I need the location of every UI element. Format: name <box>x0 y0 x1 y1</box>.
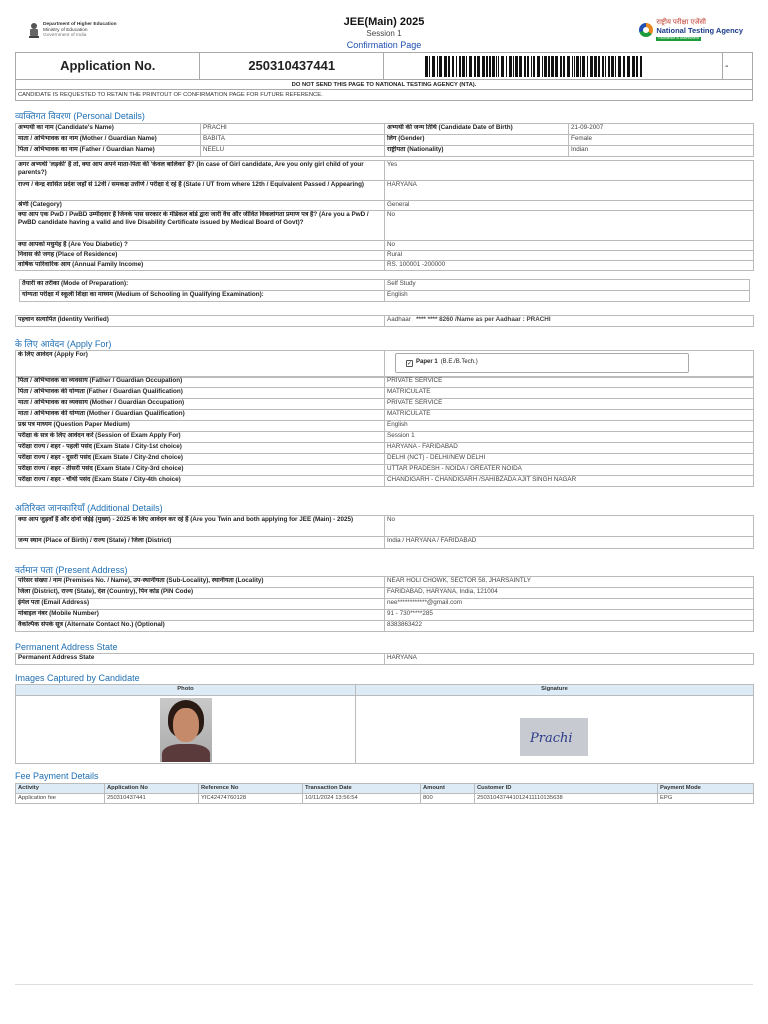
barcode-bar <box>572 56 573 77</box>
table-cell: EPG <box>658 794 754 804</box>
table-row <box>16 377 754 388</box>
session-label: Session 1 <box>366 29 402 39</box>
field-value: Indian <box>569 146 754 157</box>
table-row <box>16 399 754 410</box>
barcode-bar <box>563 56 565 77</box>
barcode-bar <box>551 56 554 77</box>
barcode-bar <box>636 56 638 77</box>
barcode-bar <box>515 56 518 77</box>
field-label: श्रेणी (Category) <box>16 201 385 211</box>
barcode-bar <box>615 56 616 77</box>
field-value: No <box>385 211 754 241</box>
section-heading-permanent-address: Permanent Address State <box>15 642 118 652</box>
field-value: Session 1 <box>385 432 754 443</box>
table-row <box>16 261 754 271</box>
section-heading-images: Images Captured by Candidate <box>15 673 140 683</box>
barcode-bar <box>513 56 514 77</box>
field-label: ईमेल पता (Email Address) <box>16 599 385 610</box>
heading-hindi: अतिरिक्त जानकारियाँ <box>15 503 85 513</box>
field-label: राज्य / केन्द्र शासित प्रदेश जहाँ से 12वीं / समकक्ष उत्तीर्ण / परीक्षा दे रहे हैं (State / UT from where 12th / Equivalent Passed / Appearing) <box>16 181 385 201</box>
candidate-photo <box>160 698 212 762</box>
heading-english: (Additional Details) <box>87 503 163 513</box>
heading-english: (Present Address) <box>55 565 128 575</box>
barcode-bar <box>466 56 467 77</box>
section-heading-additional <box>15 504 163 513</box>
field-label: अभ्यर्थी का नाम (Candidate's Name) <box>16 124 201 135</box>
field-label: Permanent Address State <box>16 654 385 665</box>
field-label: वैकल्पिक संपर्क सूत्र (Alternate Contact No.) (Optional) <box>16 621 385 632</box>
table-row <box>16 588 754 599</box>
field-value: India / HARYANA / FARIDABAD <box>385 537 754 549</box>
table-cell: 250310437441 <box>105 794 199 804</box>
table-row <box>16 316 754 327</box>
field-label: योग्यता परीक्षा में स्कूली शिक्षा का माध्यम (Medium of Schooling in Qualifying Examination): <box>20 291 385 302</box>
signature-text: Prachi <box>530 731 573 746</box>
moe-line-2: Ministry of Education <box>43 27 88 33</box>
barcode-bar <box>462 56 465 77</box>
nta-emblem-icon <box>639 23 653 37</box>
field-value: Female <box>569 135 754 146</box>
barcode-cell <box>384 53 723 79</box>
present-address-table <box>15 576 754 632</box>
notice-text: DO NOT SEND THIS PAGE TO NATIONAL TESTING AGENCY (NTA). <box>15 80 753 90</box>
moe-line-3: Government of India <box>43 33 87 39</box>
table-row <box>16 124 754 135</box>
barcode-icon <box>425 56 644 77</box>
field-label: के लिए आवेदन (Apply For) <box>16 351 385 378</box>
barcode-bar <box>429 56 430 77</box>
table-row <box>16 251 754 261</box>
heading-english: (Apply For) <box>66 339 112 349</box>
barcode-bar <box>623 56 625 77</box>
barcode-bar <box>482 56 485 77</box>
field-value: PRIVATE SERVICE <box>385 377 754 388</box>
table-row <box>16 443 754 454</box>
barcode-bar <box>489 56 491 77</box>
field-value: 91 - 730*****285 <box>385 610 754 621</box>
field-value: UTTAR PRADESH - NOIDA / GREATER NOIDA <box>385 465 754 476</box>
section-heading-present-address <box>15 566 127 575</box>
barcode-bar <box>448 56 450 77</box>
field-value: PRIVATE SERVICE <box>385 399 754 410</box>
table-row <box>16 454 754 465</box>
field-value: nee************@gmail.com <box>385 599 754 610</box>
field-label: पहचान सत्यापित (Identity Verified) <box>16 316 385 327</box>
barcode-bar <box>590 56 593 77</box>
fee-header-row <box>16 784 754 794</box>
images-table <box>15 684 754 764</box>
field-value: General <box>385 201 754 211</box>
application-bar <box>15 52 753 80</box>
fee-table <box>15 783 754 804</box>
table-row <box>16 432 754 443</box>
table-row <box>16 181 754 201</box>
field-label: परीक्षा राज्य / शहर - तीसरी पसंद (Exam State / City-3rd choice) <box>16 465 385 476</box>
field-label: क्या आप जुड़वाँ हैं और दोनों जेईई (मुख्य) - 2025 के लिए आवेदन कर रहे हैं (Are you Twin and both applying for JEE (Main) - 2025) <box>16 516 385 537</box>
personal-pairs-table <box>15 123 754 157</box>
table-row <box>16 211 754 241</box>
field-value: CHANDIGARH - CHANDIGARH /SAHIBZADA AJIT SINGH NAGAR <box>385 476 754 487</box>
column-header: Transaction Date <box>303 784 421 794</box>
field-label: पिता / अभिभावक का व्यवसाय (Father / Guardian Occupation) <box>16 377 385 388</box>
barcode-bar <box>501 56 504 77</box>
field-label: अगर अभ्यर्थी 'लड़की' है तो, क्या आप अपने माता-पिता की 'केवल बालिका' हैं? (In case of Girl candidate, Are you only girl child of your parents?) <box>16 161 385 181</box>
identity-value <box>385 316 754 327</box>
field-label: परिसर संख्या / नाम (Premises No. / Name), उप-स्थानीयता (Sub-Locality), स्थानीयता (Locality) <box>16 577 385 588</box>
signature-cell <box>356 696 754 764</box>
barcode-bar <box>469 56 472 77</box>
barcode-bar <box>533 56 535 77</box>
field-label: मोबाइल नंबर (Mobile Number) <box>16 610 385 621</box>
table-row <box>16 135 754 146</box>
barcode-bar <box>437 56 438 77</box>
barcode-bar <box>524 56 526 77</box>
nta-tagline: Excellence in Assessment <box>658 35 699 40</box>
field-value: Rural <box>385 251 754 261</box>
table-row <box>16 201 754 211</box>
barcode-bar <box>537 56 540 77</box>
id-masked: **** **** 8260 <box>416 316 454 323</box>
field-label: वार्षिक पारिवारिक आय (Annual Family Income) <box>16 261 385 271</box>
field-value: MATRICULATE <box>385 388 754 399</box>
field-label: परीक्षा राज्य / शहर - पहली पसंद (Exam State / City-1st choice) <box>16 443 385 454</box>
field-value: PRACHI <box>201 124 385 135</box>
table-row <box>16 654 754 665</box>
barcode-bar <box>432 56 435 77</box>
barcode-bar <box>542 56 543 77</box>
barcode-bar <box>439 56 442 77</box>
barcode-bar <box>576 56 579 77</box>
column-header: Amount <box>421 784 475 794</box>
signature-header: Signature <box>356 685 754 696</box>
nta-hindi: राष्ट्रीय परीक्षा एजेंसी <box>656 19 706 26</box>
field-value: Yes <box>385 161 754 181</box>
field-value: HARYANA <box>385 181 754 201</box>
barcode-bar <box>444 56 447 77</box>
photo-header: Photo <box>16 685 356 696</box>
barcode-bar <box>548 56 550 77</box>
field-value: 8383863422 <box>385 621 754 632</box>
barcode-bar <box>632 56 635 77</box>
field-value: HARYANA <box>385 654 754 665</box>
field-label: तैयारी का तरीका (Mode of Preparation): <box>20 280 385 291</box>
field-label: क्या आपको मधुमेह है (Are You Diabetic) ? <box>16 241 385 251</box>
field-label: परीक्षा के सत्र के लिए आवेदन करें (Session of Exam Apply For) <box>16 432 385 443</box>
candidate-signature <box>520 718 588 756</box>
field-label: निवास की जगह (Place of Residence) <box>16 251 385 261</box>
photo-cell <box>16 696 356 764</box>
application-extra: - <box>725 60 729 72</box>
section-heading-fee: Fee Payment Details <box>15 771 99 781</box>
field-label: माता / अभिभावक का नाम (Mother / Guardian Name) <box>16 135 201 146</box>
field-label: प्रश्न पत्र माध्यम (Question Paper Medium) <box>16 421 385 432</box>
heading-english: (Personal Details) <box>73 111 145 121</box>
nta-logo <box>639 19 743 42</box>
retain-note: CANDIDATE IS REQUESTED TO RETAIN THE PRINTOUT OF CONFIRMATION PAGE FOR FUTURE REFERENCE. <box>15 90 753 101</box>
field-value: English <box>385 421 754 432</box>
field-label: जन्म स्थान (Place of Birth) / राज्य (State) / जिला (District) <box>16 537 385 549</box>
field-label: पिता / अभिभावक की योग्यता (Father / Guardian Qualification) <box>16 388 385 399</box>
heading-hindi: के लिए आवेदन <box>15 339 65 349</box>
barcode-bar <box>498 56 499 77</box>
barcode-bar <box>531 56 532 77</box>
table-row <box>16 476 754 487</box>
page-title: Confirmation Page <box>346 39 422 50</box>
barcode-bar <box>580 56 581 77</box>
barcode-bar <box>506 56 507 77</box>
barcode-bar <box>509 56 512 77</box>
barcode-bar <box>519 56 522 77</box>
personal-rows-table <box>15 160 754 271</box>
barcode-bar <box>608 56 610 77</box>
footer-divider <box>15 984 753 985</box>
field-value: 21-09-2007 <box>569 124 754 135</box>
table-row <box>16 516 754 537</box>
field-value: NEAR HOLI CHOWK, SECTOR 58, JHARSAINTLY <box>385 577 754 588</box>
moe-line-1: Department of Higher Education <box>43 22 117 27</box>
field-value: English <box>385 291 750 302</box>
heading-hindi: व्यक्तिगत विवरण <box>15 111 71 121</box>
barcode-bar <box>611 56 614 77</box>
table-row <box>16 621 754 632</box>
barcode-bar <box>452 56 454 77</box>
table-row <box>20 291 750 302</box>
heading-hindi: वर्तमान पता <box>15 565 53 575</box>
section-heading-personal <box>15 112 145 121</box>
table-row <box>16 465 754 476</box>
field-value: BABITA <box>201 135 385 146</box>
table-row <box>16 388 754 399</box>
barcode-bar <box>560 56 562 77</box>
barcode-bar <box>474 56 476 77</box>
page-header <box>15 0 753 52</box>
barcode-bar <box>492 56 495 77</box>
field-label: जिला (District), राज्य (State), देश (Country), पिन कोड (PIN Code) <box>16 588 385 599</box>
table-row <box>20 280 750 291</box>
barcode-bar <box>544 56 547 77</box>
checkbox-checked-icon: ✓ <box>407 360 413 367</box>
apply-for-option <box>395 353 689 373</box>
barcode-bar <box>459 56 461 77</box>
column-header: Application No <box>105 784 199 794</box>
paper-name: Paper 1 <box>416 359 438 366</box>
barcode-bar <box>594 56 597 77</box>
exam-title: JEE(Main) 2025 <box>343 16 425 28</box>
table-row <box>16 146 754 157</box>
field-value: HARYANA - FARIDABAD <box>385 443 754 454</box>
field-label: अभ्यर्थी की जन्म तिथि (Candidate Date of Birth) <box>385 124 569 135</box>
application-label: Application No. <box>16 53 200 79</box>
barcode-bar <box>456 56 457 77</box>
field-value: No <box>385 241 754 251</box>
column-header: Payment Mode <box>658 784 754 794</box>
field-value: MATRICULATE <box>385 410 754 421</box>
field-value: FARIDABAD, HARYANA, India, 121004 <box>385 588 754 599</box>
field-value: Self Study <box>385 280 750 291</box>
column-header: Customer ID <box>475 784 658 794</box>
barcode-bar <box>425 56 428 77</box>
barcode-bar <box>618 56 621 77</box>
apply-for-table <box>15 376 754 487</box>
barcode-bar <box>477 56 480 77</box>
field-value: No <box>385 516 754 537</box>
barcode-bar <box>486 56 488 77</box>
field-label: पिता / अभिभावक का नाम (Father / Guardian Name) <box>16 146 201 157</box>
nta-english: National Testing Agency <box>656 25 743 35</box>
additional-table <box>15 515 754 549</box>
table-row <box>16 241 754 251</box>
paper-detail: (B.E./B.Tech.) <box>440 359 478 366</box>
table-cell: 800 <box>421 794 475 804</box>
barcode-bar <box>555 56 558 77</box>
table-cell: 250310437441012411110135638 <box>475 794 658 804</box>
table-row <box>16 537 754 549</box>
field-label: माता / अभिभावक की योग्यता (Mother / Guardian Qualification) <box>16 410 385 421</box>
id-type: Aadhaar <box>387 316 411 323</box>
table-row <box>16 410 754 421</box>
field-label: क्या आप एक PwD / PwBD उम्मीदवार हैं जिनके पास सरकार के मेडिकल बोर्ड द्वारा जारी वैध और जीवित विकलांगता प्रमाण पत्र है? (Are you a PwD / PwBD candidate having a valid and live Disability Certificate issued by Medical Board of Govt)? <box>16 211 385 241</box>
table-row <box>16 794 754 804</box>
field-value: RS. 100001 -200000 <box>385 261 754 271</box>
barcode-bar <box>587 56 588 77</box>
field-label: राष्ट्रीयता (Nationality) <box>385 146 569 157</box>
barcode-bar <box>527 56 529 77</box>
field-label: परीक्षा राज्य / शहर - दूसरी पसंद (Exam State / City-2nd choice) <box>16 454 385 465</box>
barcode-bar <box>605 56 606 77</box>
table-row <box>16 610 754 621</box>
barcode-bar <box>640 56 642 77</box>
field-label: माता / अभिभावक का व्यवसाय (Mother / Guardian Occupation) <box>16 399 385 410</box>
signature-graphic <box>524 722 584 752</box>
field-label: लिंग (Gender) <box>385 135 569 146</box>
table-row <box>16 599 754 610</box>
barcode-bar <box>567 56 570 77</box>
section-heading-apply-for <box>15 340 111 349</box>
preparation-table <box>19 279 750 302</box>
table-row <box>16 161 754 181</box>
column-header: Activity <box>16 784 105 794</box>
field-value: NEELU <box>201 146 385 157</box>
table-row <box>16 577 754 588</box>
id-name: /Name as per Aadhaar : PRACHI <box>454 316 551 323</box>
field-value: DELHI (NCT) - DELHI/NEW DELHI <box>385 454 754 465</box>
barcode-bar <box>598 56 600 77</box>
barcode-bar <box>496 56 497 77</box>
application-number: 250310437441 <box>200 53 383 79</box>
table-cell: 10/11/2024 13:56:54 <box>303 794 421 804</box>
field-label: परीक्षा राज्य / शहर - चौथी पसंद (Exam State / City-4th choice) <box>16 476 385 487</box>
confirmation-page <box>15 0 753 801</box>
barcode-bar <box>574 56 575 77</box>
table-cell: YIC42474760128 <box>199 794 303 804</box>
identity-table <box>15 315 754 327</box>
barcode-bar <box>602 56 604 77</box>
barcode-bar <box>582 56 585 77</box>
barcode-bar <box>627 56 630 77</box>
column-header: Reference No <box>199 784 303 794</box>
table-row <box>16 421 754 432</box>
permanent-address-table <box>15 653 754 665</box>
table-cell: Application fee <box>16 794 105 804</box>
